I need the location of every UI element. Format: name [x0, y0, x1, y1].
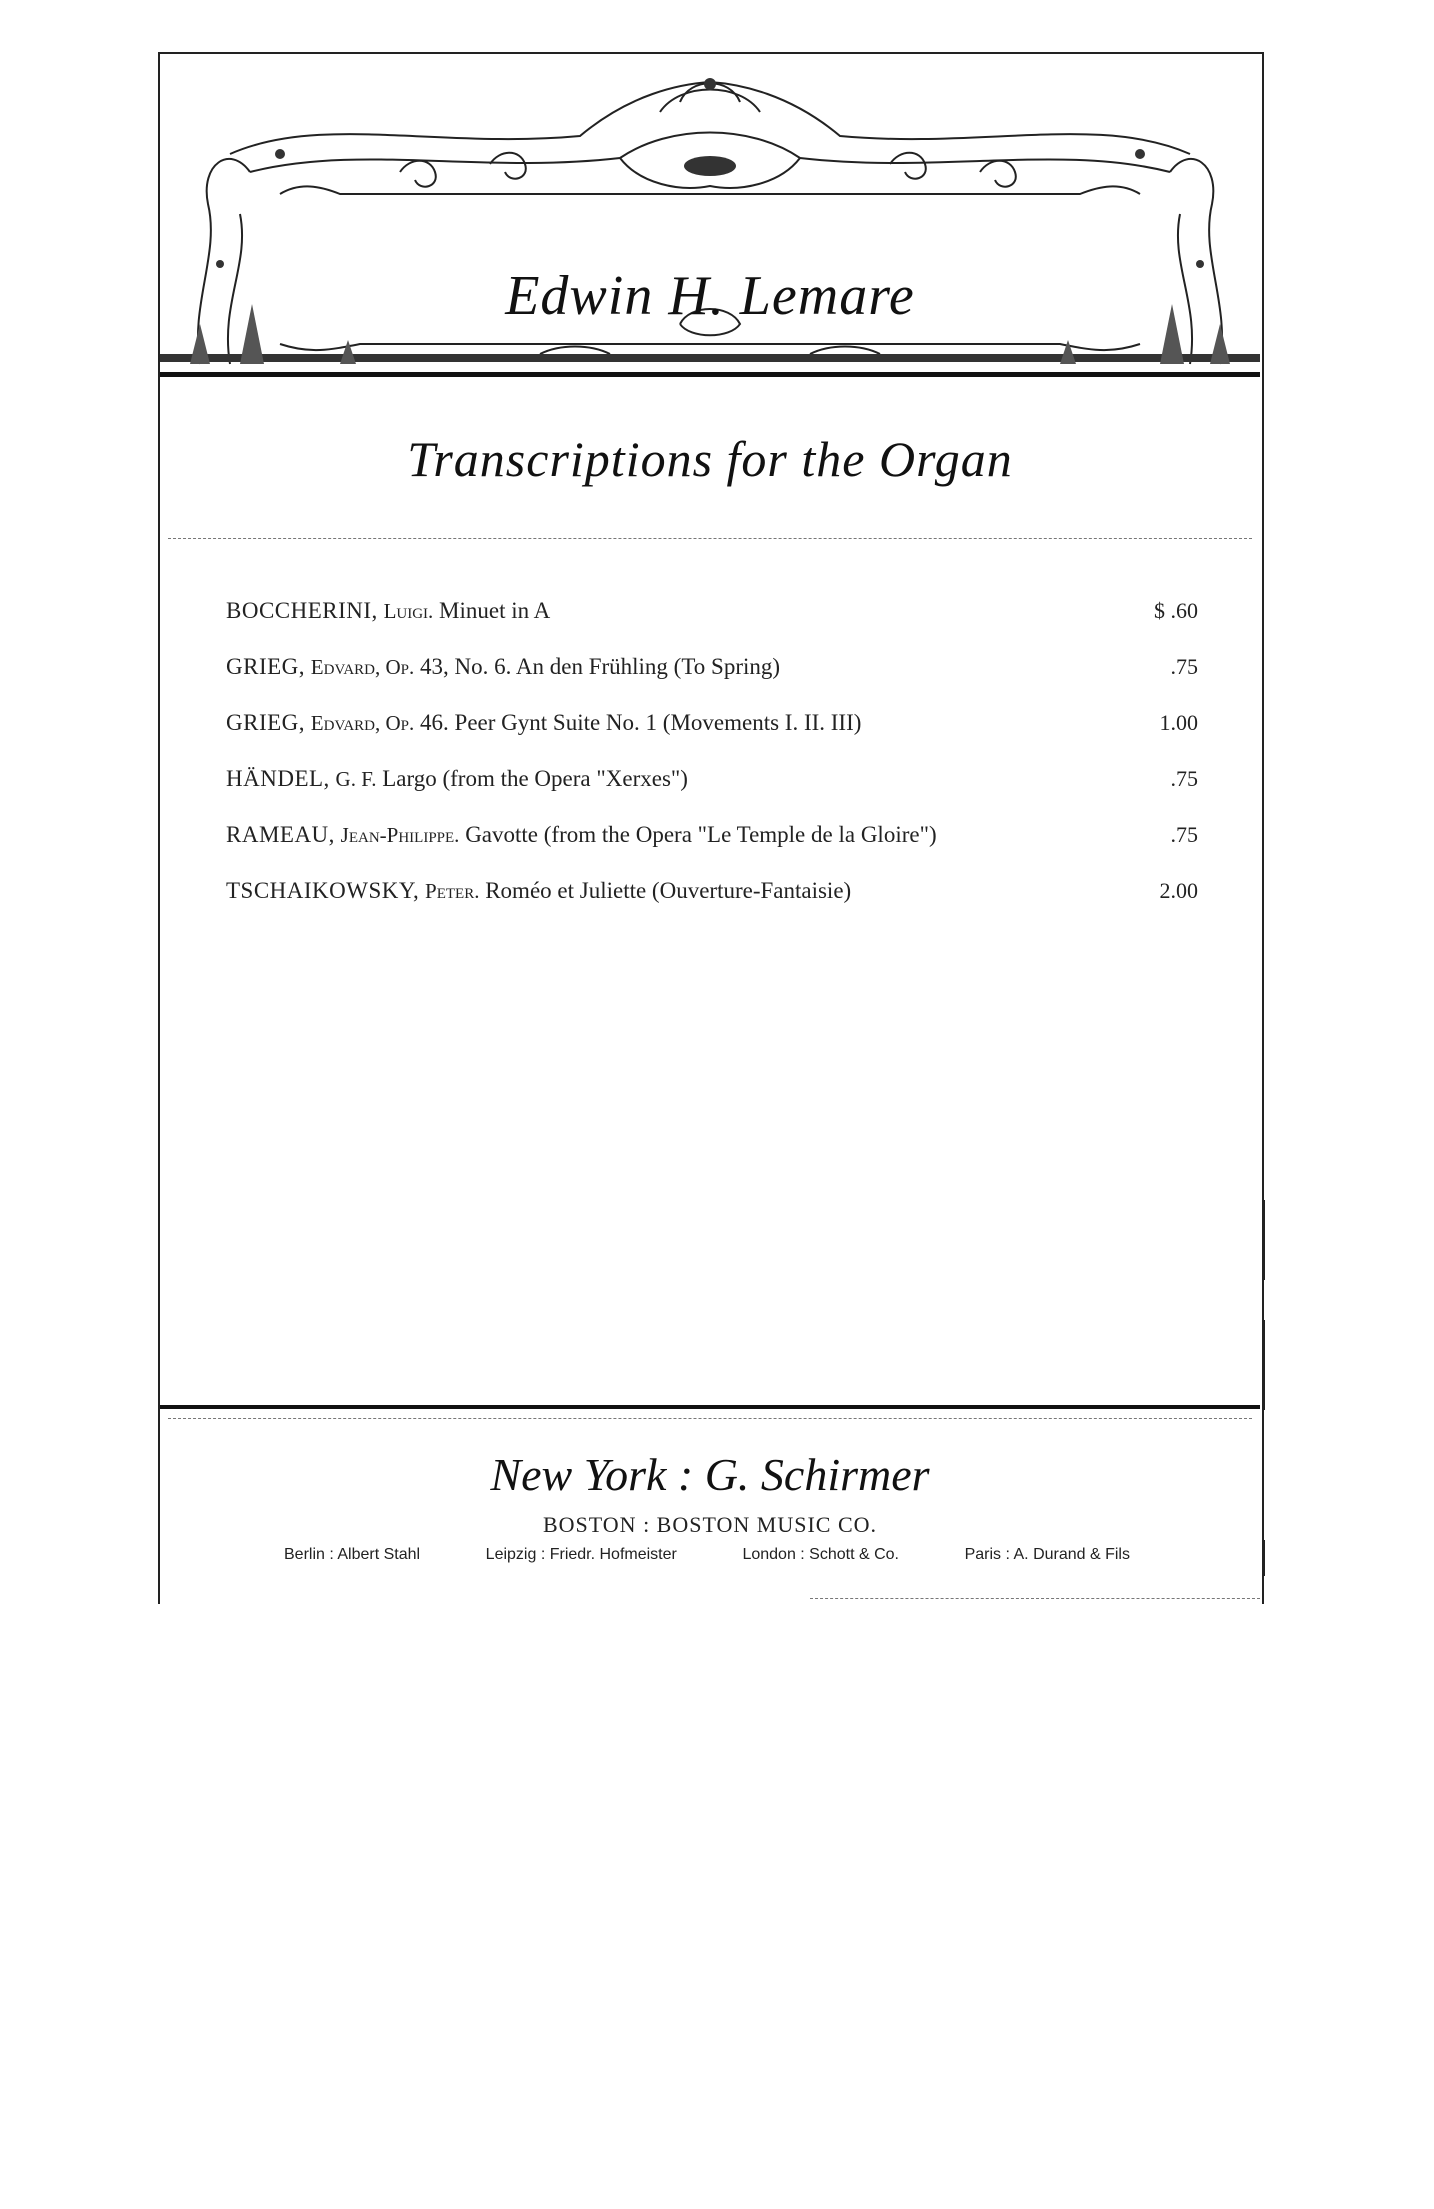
entry-price: 1.00: [1159, 710, 1198, 735]
agents-list: [284, 1546, 1130, 1564]
entry-price: .75: [1170, 766, 1198, 791]
entry-work: 46. Peer Gynt Suite No. 1 (Movements I. II. III): [420, 710, 862, 735]
scan-edge-mark: [1262, 1320, 1265, 1410]
catalog-entry-title: [226, 766, 688, 792]
catalog-entry-title: [226, 654, 780, 680]
collection-title: Transcriptions for the Organ: [407, 431, 1013, 487]
entry-price: .75: [1170, 654, 1198, 679]
entry-work: Roméo et Juliette (Ouverture-Fantaisie): [485, 878, 852, 903]
catalog-entry: [226, 766, 1198, 822]
scan-edge-mark: [1262, 1200, 1265, 1280]
entry-price: 2.00: [1159, 878, 1198, 903]
entry-composer: BOCCHERINI,: [226, 598, 378, 623]
agent-berlin: Berlin : Albert Stahl: [284, 1546, 421, 1563]
catalog-entry: [226, 598, 1198, 654]
header-rule: [160, 372, 1260, 377]
title-divider: [168, 538, 1252, 539]
scan-edge-mark: [1262, 1540, 1265, 1576]
publisher-city: BOSTON : BOSTON MUSIC CO.: [542, 1512, 878, 1537]
catalog-list: [226, 598, 1198, 934]
entry-work: 43, No. 6. An den Frühling (To Spring): [420, 654, 781, 679]
catalog-entry-title: [226, 598, 550, 624]
catalog-entry: [226, 878, 1198, 934]
entry-given-name: G. F.: [335, 767, 377, 791]
entry-work: Largo (from the Opera "Xerxes"): [382, 766, 688, 791]
entry-price: .75: [1170, 822, 1198, 847]
entry-given-name: Edvard, Op.: [310, 711, 415, 735]
entry-given-name: Jean-Philippe.: [340, 823, 460, 847]
bottom-divider: [810, 1598, 1260, 1599]
composer-name: Edwin H. Lemare: [505, 265, 915, 327]
catalog-entry-title: [226, 710, 861, 736]
entry-composer: TSCHAIKOWSKY,: [226, 878, 420, 903]
entry-given-name: Peter.: [425, 879, 480, 903]
footer-divider: [168, 1418, 1252, 1419]
catalog-entry-title: [226, 822, 937, 848]
agent-london: London : Schott & Co.: [742, 1546, 899, 1563]
entry-work: Gavotte (from the Opera "Le Temple de la Gloire"): [465, 822, 937, 847]
agent-paris: Paris : A. Durand & Fils: [964, 1546, 1130, 1563]
catalog-entry: [226, 710, 1198, 766]
agent-leipzig: Leipzig : Friedr. Hofmeister: [485, 1546, 677, 1563]
catalog-entry: [226, 654, 1198, 710]
catalog-entry-title: [226, 878, 851, 904]
ornamental-header: [160, 54, 1260, 376]
entry-price: $ .60: [1154, 598, 1198, 623]
entry-composer: GRIEG,: [226, 654, 306, 679]
entry-composer: RAMEAU,: [226, 822, 335, 847]
publisher-name: New York : G. Schirmer: [490, 1449, 930, 1500]
entry-work: Minuet in A: [439, 598, 551, 623]
catalog-entry: [226, 822, 1198, 878]
footer-rule: [160, 1405, 1260, 1409]
entry-composer: GRIEG,: [226, 710, 306, 735]
entry-composer: HÄNDEL,: [226, 766, 330, 791]
entry-given-name: Luigi.: [383, 599, 434, 623]
entry-given-name: Edvard, Op.: [310, 655, 415, 679]
